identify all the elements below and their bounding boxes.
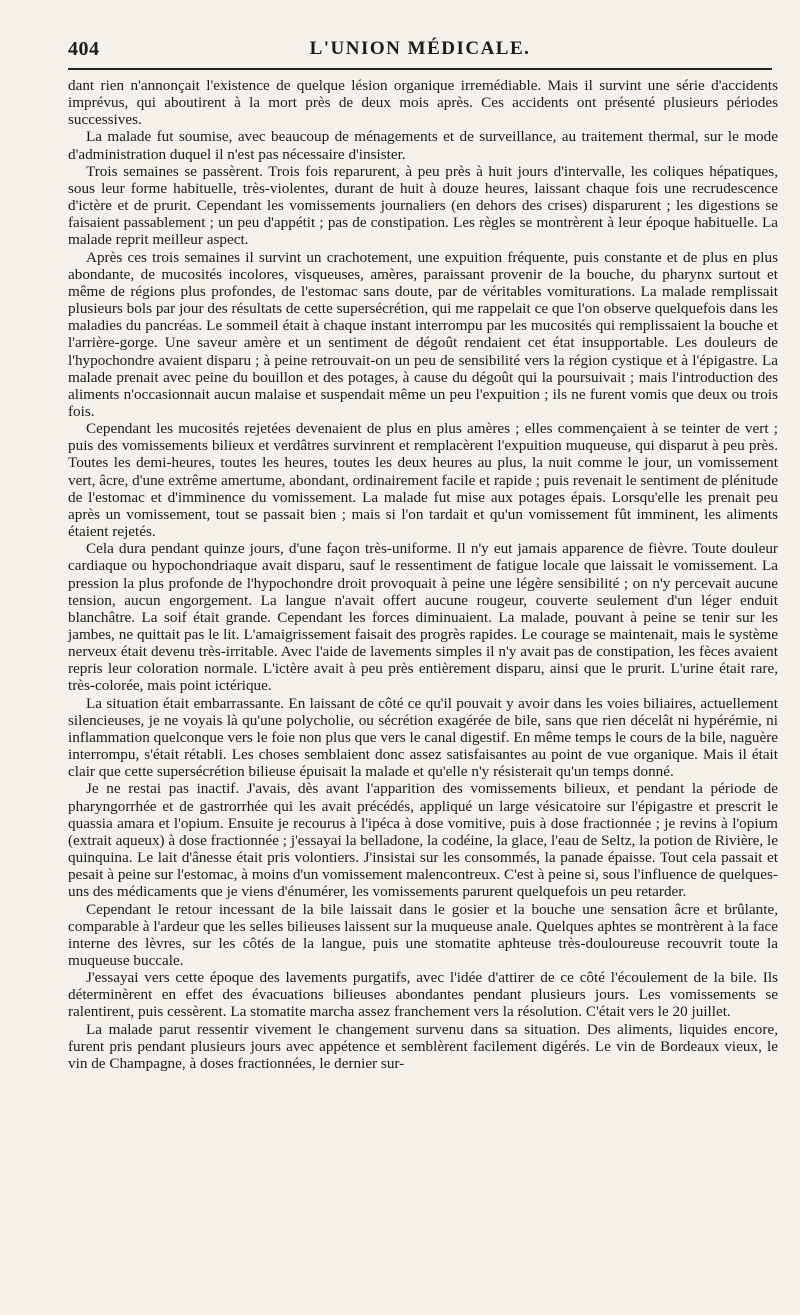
paragraph: Cela dura pendant quinze jours, d'une façon très-uniforme. Il n'y eut jamais apparence de fièvre. Toute douleur cardiaque ou hypochondriaque avait disparu, sauf le ressentiment de fatigue locale que laissait le vomissement. La pression la plus profonde de l'hypochondre droit provoquait à peine une légère sensibilité ; on n'y percevait aucune tension, aucun engorgement. La langue n'avait offert aucune rougeur, couverte seulement d'un léger enduit blanchâtre. La soif était grande. Cependant les forces diminuaient. La malade, pouvant à peine se tenir sur les jambes, ne quittait pas le lit. L'amaigrissement faisait des progrès rapides. Le courage se maintenait, mais le système nerveux était devenu très-irritable. Avec l'aide de lavements simples il n'y avait pas de constipation, les fèces avaient repris leur coloration normale. L'ictère avait à peu près entièrement disparu, ainsi que le prurit. L'urine était rare, très-colorée, mais point ictérique.	[68, 540, 778, 695]
article-body	[68, 77, 778, 1072]
paragraph: La malade fut soumise, avec beaucoup de ménagements et de surveillance, au traitement thermal, sur le mode d'administration duquel il n'est pas nécessaire d'insister.	[68, 128, 778, 163]
paragraph: Après ces trois semaines il survint un crachotement, une expuition fréquente, puis constante et de plus en plus abondante, de mucosités incolores, visqueuses, amères, paraissant provenir de la bouche, du pharynx surtout et même de régions plus profondes, de l'estomac sans doute, par de véritables vomiturations. La malade remplissait plusieurs bols par jour des résultats de cette supersécrétion, qui me rappelait ce que l'on observe quelquefois dans les maladies du pancréas. Le sommeil était à chaque instant interrompu par les mucosités qui remplissaient la bouche et l'arrière-gorge. Une saveur amère et un sentiment de dégoût rendaient cet état insupportable. Les douleurs de l'hypochondre avaient disparu ; à peine retrouvait-on un peu de sensibilité vers la région cystique et à l'épigastre. La malade prenait avec peine du bouillon et des potages, à cause du dégoût qui la poursuivait ; mais l'introduction des aliments n'occasionnait aucun malaise et suspendait même un peu l'expuition ; ils ne furent vomis que deux ou trois fois.	[68, 248, 778, 420]
paragraph: Je ne restai pas inactif. J'avais, dès avant l'apparition des vomissements bilieux, et pendant la période de pharyngorrhée et de gastrorrhée qui les avait précédés, appliqué un large vésicatoire sur l'épigastre et prescrit le quassia amara et l'opium. Ensuite je recourus à l'ipéca à dose vomitive, puis à dose fractionnée ; je revins à l'opium (extrait aqueux) à dose fractionnée ; j'essayai la belladone, la codéine, la glace, l'eau de Seltz, la potion de Rivière, le quinquina. Le lait d'ânesse était pris volontiers. J'insistai sur les consommés, la panade épaisse. Tout cela passait et pesait à peine sur l'estomac, à moins d'un vomissement malencontreux. C'est à peine si, sous l'influence de quelques-uns des médicaments que je viens d'énumérer, les vomissements parurent quelquefois un peu retarder.	[68, 780, 778, 901]
paragraph: dant rien n'annonçait l'existence de quelque lésion organique irremédiable. Mais il survint une série d'accidents imprévus, qui aboutirent à la mort près de deux mois après. Ces accidents ont présenté plusieurs périodes successives.	[68, 77, 778, 129]
page-number: 404	[68, 38, 100, 60]
paragraph: Cependant le retour incessant de la bile laissait dans le gosier et la bouche une sensation âcre et brûlante, comparable à l'ardeur que les selles bilieuses laissent sur la muqueuse anale. Quelques aphtes se montrèrent à la face interne des lèvres, sur les côtés de la langue, puis une stomatite aphteuse très-douloureuse recouvrit toute la muqueuse buccale.	[68, 900, 778, 969]
paragraph: Trois semaines se passèrent. Trois fois reparurent, à peu près à huit jours d'intervalle, les coliques hépatiques, sous leur forme habituelle, très-violentes, durant de huit à douze heures, laissant chaque fois une recrudescence d'ictère et de prurit. Cependant les vomissements journaliers (en dehors des crises) disparurent ; les digestions se faisaient passablement ; un peu d'appétit ; pas de constipation. Les règles se montrèrent à leur époque habituelle. La malade reprit meilleur aspect.	[68, 162, 778, 249]
paragraph: La situation était embarrassante. En laissant de côté ce qu'il pouvait y avoir dans les voies biliaires, actuellement silencieuses, je ne voyais là qu'une polycholie, ou sécrétion exagérée de bile, sans que rien décelât ni hypérémie, ni inflammation quelconque vers le foie non plus que vers le canal digestif. En même temps le cours de la bile, naguère interrompu, s'était rétabli. Les choses semblaient donc assez satisfaisantes au point de vue organique. Mais il était clair que cette supersécrétion bilieuse épuisait la malade et qu'elle n'y résisterait qu'un temps donné.	[68, 694, 778, 781]
page-header	[68, 34, 772, 70]
running-title: L'UNION MÉDICALE.	[309, 38, 531, 59]
paragraph: J'essayai vers cette époque des lavements purgatifs, avec l'idée d'attirer de ce côté l'écoulement de la bile. Ils déterminèrent en effet des évacuations bilieuses abondantes pendant plusieurs jours. Les vomissements se ralentirent, puis cessèrent. La stomatite marcha assez franchement vers la résolution. C'était vers le 20 juillet.	[68, 969, 778, 1021]
paragraph: Cependant les mucosités rejetées devenaient de plus en plus amères ; elles commençaient à se teinter de vert ; puis des vomissements bilieux et verdâtres survinrent et remplacèrent l'expuition muqueuse, qui disparut à peu près. Toutes les demi-heures, toutes les heures, toutes les deux heures au plus, la nuit comme le jour, un vomissement vert, âcre, d'une extrême amertume, abondant, ordinairement facile et rapide ; puis revenait le sentiment de plénitude de l'estomac et d'imminence du vomissement. La malade fut mise aux potages épais. Lorsqu'elle les prenait peu après un vomissement, tout se passait bien ; mais si l'on tardait et qu'un vomissement fût imminent, les aliments étaient rejetés.	[68, 420, 778, 541]
paragraph: La malade parut ressentir vivement le changement survenu dans sa situation. Des aliments, liquides encore, furent pris pendant plusieurs jours avec appétence et semblèrent facilement digérés. Le vin de Bordeaux vieux, le vin de Champagne, à doses fractionnées, le dernier sur-	[68, 1020, 778, 1072]
